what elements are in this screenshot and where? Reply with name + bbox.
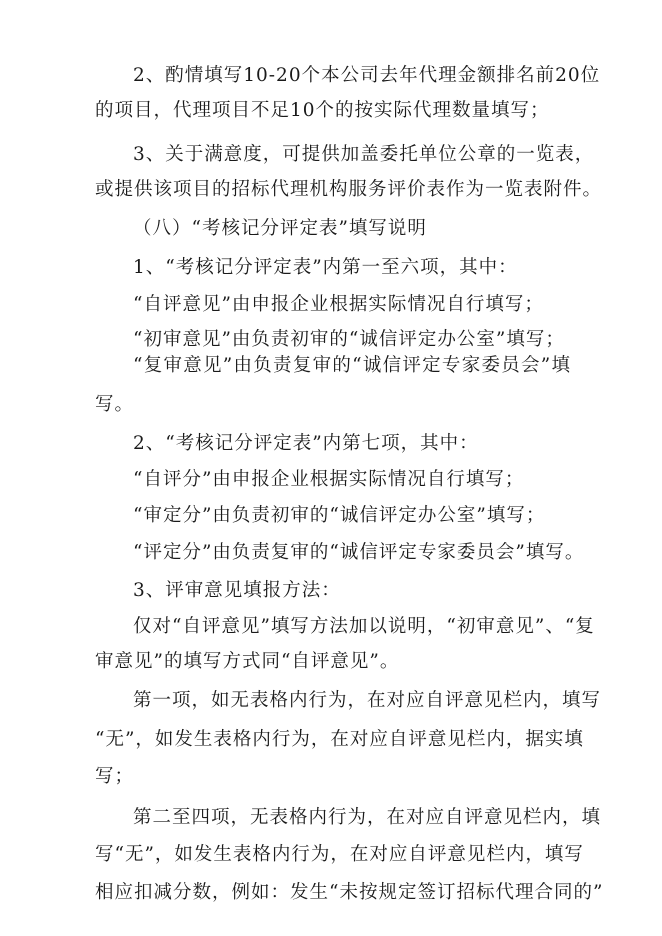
text-line: 2、酌情填写10-20个本公司去年代理金额排名前20位 <box>133 65 601 86</box>
text-line: “自评分”由申报企业根据实际情况自行填写； <box>133 469 525 490</box>
text-line: 写。 <box>95 394 135 415</box>
text-line: “初审意见”由负责初审的“诚信评定办公室”填写； <box>133 329 565 350</box>
text-line: “评定分”由负责复审的“诚信评定专家委员会”填写。 <box>133 542 585 563</box>
text-line: “自评意见”由申报企业根据实际情况自行填写； <box>133 294 544 315</box>
text-line: 写“无”，如发生表格内行为，在对应自评意见栏内，填写 <box>95 844 584 865</box>
text-line: “无”，如发生表格内行为，在对应自评意见栏内，据实填 <box>95 729 584 750</box>
text-line: 第二至四项，无表格内行为，在对应自评意见栏内，填 <box>133 807 602 828</box>
text-line: 相应扣减分数，例如：发生“未按规定签订招标代理合同的” <box>95 882 604 903</box>
text-line: 第一项，如无表格内行为，在对应自评意见栏内，填写 <box>133 690 602 711</box>
text-line: 或提供该项目的招标代理机构服务评价表作为一览表附件。 <box>95 179 603 200</box>
text-line: 3、关于满意度，可提供加盖委托单位公章的一览表， <box>133 144 595 165</box>
text-line: （八）“考核记分评定表”填写说明 <box>133 218 427 239</box>
text-line: 1、“考核记分评定表”内第一至六项，其中： <box>133 257 518 278</box>
text-line: 的项目，代理项目不足10个的按实际代理数量填写； <box>95 100 550 121</box>
text-line: “审定分”由负责初审的“诚信评定办公室”填写； <box>133 505 546 526</box>
text-line: 2、“考核记分评定表”内第七项，其中： <box>133 433 479 454</box>
text-line: 仅对“自评意见”填写方法加以说明，“初审意见”、“复 <box>133 616 595 637</box>
text-line: “复审意见”由负责复审的“诚信评定专家委员会”填 <box>133 355 571 376</box>
text-line: 写； <box>95 766 135 787</box>
text-line: 3、评审意见填报方法： <box>133 580 341 601</box>
text-line: 审意见”的填写方式同“自评意见”。 <box>95 651 400 672</box>
